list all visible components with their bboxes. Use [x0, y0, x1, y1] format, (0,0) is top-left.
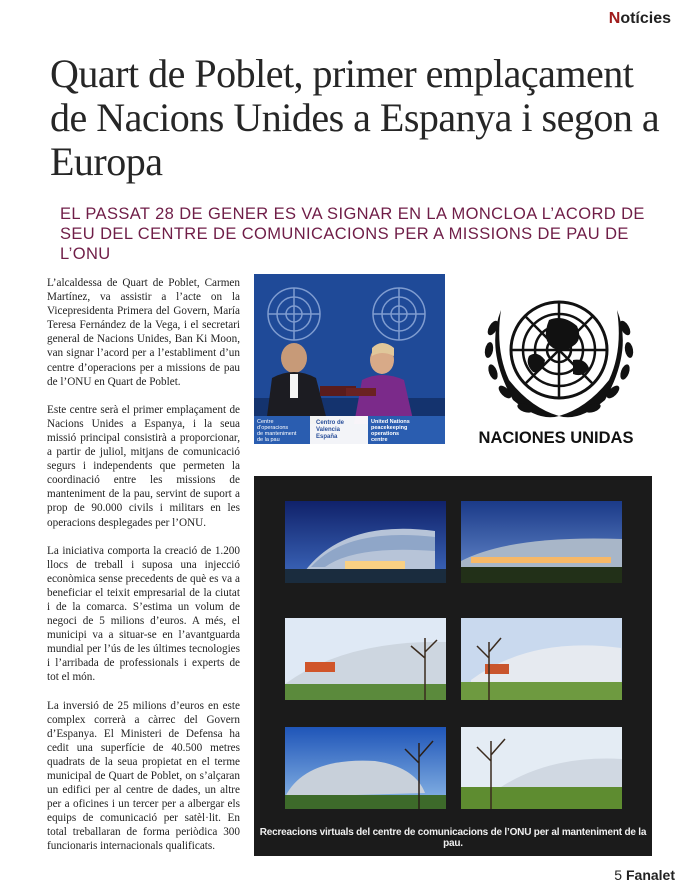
body-paragraph: Este centre serà el primer emplaçament de Nacions Unides a Espanya, i la seua missió principal consistirà a proporcionar, a partir de juliol, mitjans de comunicació segurs i independents que permeten la coordinació entre les missions de manteniment de la pau, servint de suport a prop de 90.000 civils i militars en les operacions desplegades per l’ONU. — [47, 403, 240, 529]
section-label — [609, 10, 671, 28]
rendering-gallery — [254, 476, 652, 856]
banner-right-text: United Nations peacekeeping operations centre — [371, 419, 410, 443]
body-paragraph: La inversió de 25 milions d’euros en este complex correrà a càrrec del Govern d’Espanya. El Ministeri de Defensa ha cedit una superfície de 40.500 metres quadrats de la seua propietat en el terme municipal de Quart de Poblet, on s’alçaran un edifici per al centre de dades, un altre per a oficines i un tercer per a albergar els equips de comunicació per satèl·lit. En total treballaran de forma periòdica 300 funcionaris internacionals qualificats. — [47, 699, 240, 853]
banner-left-text: Centre d’operacions de manteniment de la pau — [257, 419, 297, 443]
rendering-image — [285, 618, 446, 700]
page-footer — [614, 867, 675, 883]
section-label-rest: otícies — [620, 10, 671, 27]
page-number: 5 — [614, 867, 623, 883]
article-subhead: EL PASSAT 28 DE GENER ES VA SIGNAR EN LA MONCLOA L’ACORD DE SEU DEL CENTRE DE COMUNICACIONS PER A MISSIONS DE PAU DE L’ONU — [60, 205, 645, 263]
article-body — [47, 276, 240, 868]
body-paragraph: La iniciativa comporta la creació de 1.200 llocs de treball i suposa una injecció econòmica sense precedents de què es va a beneficiar el teixit empresarial de la ciutat i de la comarca. S’estima un volum de negoci de 5 milions d’euros. A més, el municipi va a situar-se en l’avantguarda mundial per l’ús de les últimes tecnologies i l’arribada de professionals i experts de tot el món. — [47, 544, 240, 684]
body-paragraph: L’alcaldessa de Quart de Poblet, Carmen Martínez, va assistir a l’acte on la Vicepresidenta Primera del Govern, María Teresa Fernández de la Vega, i el secretari general de Nacions Unides, Ban Ki Moon, van signar l’acord per a l’establiment d’un centre d’operacions per a missions de pau de l’ONU en Quart de Poblet. — [47, 277, 240, 388]
gallery-caption: Recreacions virtuals del centre de comunicacions de l’ONU per al manteniment de la pau. — [259, 827, 647, 849]
publication-name: Fanalet — [625, 867, 675, 883]
rendering-image — [461, 618, 622, 700]
rendering-image — [461, 727, 622, 809]
rendering-image — [461, 501, 622, 583]
signing-photo — [254, 274, 445, 444]
signing-photo-illustration — [254, 274, 445, 444]
rendering-image — [285, 501, 446, 583]
un-emblem-icon — [452, 278, 667, 428]
rendering-image — [285, 727, 446, 809]
article-headline: Quart de Poblet, primer emplaçament de Nacions Unides a Espanya i segon a Europa — [50, 51, 660, 184]
banner-mid-text: Centro de Valencia España — [316, 420, 345, 440]
un-logo-caption: NACIONES UNIDAS — [478, 429, 634, 447]
section-label-initial: N — [608, 10, 621, 27]
